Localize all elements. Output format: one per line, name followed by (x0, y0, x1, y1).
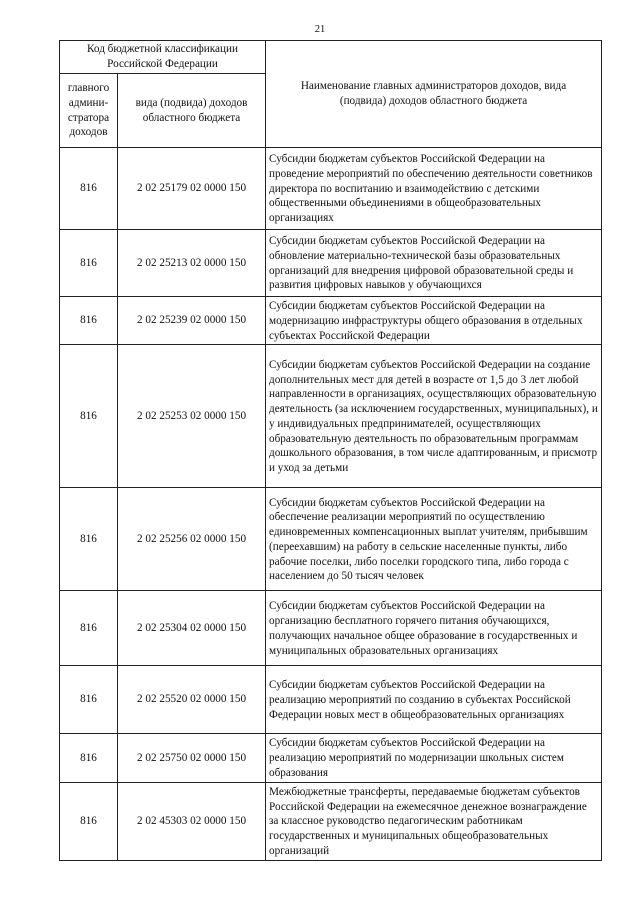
income-name-cell: Межбюджетные трансферты, передаваемые бюджетам субъектов Российской Федерации на ежемесячное денежное вознаграждение за классное руководство педагогическим работникам государственных и муниципальных общеобразовательных организаций (266, 782, 602, 860)
table-row (60, 782, 602, 860)
income-code-cell: 2 02 25239 02 0000 150 (118, 297, 266, 345)
income-name-cell: Субсидии бюджетам субъектов Российской Федерации на проведение мероприятий по обеспечению деятельности советников директора по воспитанию и взаимодействию с детскими общественными объединениями в общеобразовательных организациях (266, 148, 602, 230)
admin-code-cell: 816 (60, 782, 118, 860)
income-code-cell: 2 02 25213 02 0000 150 (118, 230, 266, 297)
income-name-cell: Субсидии бюджетам субъектов Российской Федерации на обеспечение реализации мероприятий по осуществлению единовременных компенсационных выплат учителям, прибывшим (переехавшим) на работу в сельские населенные пункты, либо рабочие поселки, либо поселки городского типа, либо города с населением до 50 тысяч человек (266, 488, 602, 591)
table-row (60, 297, 602, 345)
income-code-cell: 2 02 25179 02 0000 150 (118, 148, 266, 230)
header-group-title: Код бюджетной классификации Российской Федерации (60, 41, 266, 74)
page-number: 21 (314, 24, 326, 35)
income-name-cell: Субсидии бюджетам субъектов Российской Федерации на обновление материально-технической базы образовательных организаций для внедрения цифровой образовательной среды и развития цифровых навыков у обучающихся (266, 230, 602, 297)
table-row (60, 488, 602, 591)
admin-code-cell: 816 (60, 345, 118, 488)
income-code-cell: 2 02 25253 02 0000 150 (118, 345, 266, 488)
income-name-cell: Субсидии бюджетам субъектов Российской Федерации на организацию бесплатного горячего питания обучающихся, получающих начальное общее образование в государственных и муниципальных образовательных организациях (266, 591, 602, 666)
income-name-cell: Субсидии бюджетам субъектов Российской Федерации на создание дополнительных мест для детей в возрасте от 1,5 до 3 лет любой направленности в организациях, осуществляющих образовательную деятельность (за исключением государственных, муниципальных), и у индивидуальных предпринимателей, осуществляющих образовательную деятельность по образовательным программам дошкольного образования, в том числе адаптированным, и присмотр и уход за детьми (266, 345, 602, 488)
admin-code-cell: 816 (60, 488, 118, 591)
header-code-column: вида (подвида) доходов областного бюджета (118, 74, 266, 148)
income-name-cell: Субсидии бюджетам субъектов Российской Федерации на реализацию мероприятий по модернизации школьных систем образования (266, 734, 602, 782)
income-code-cell: 2 02 45303 02 0000 150 (118, 782, 266, 860)
table-row (60, 666, 602, 734)
table-row (60, 734, 602, 782)
admin-code-cell: 816 (60, 230, 118, 297)
header-admin-column: главного админи-стратора доходов (60, 74, 118, 148)
table-row (60, 345, 602, 488)
budget-classification-table (59, 40, 602, 861)
income-code-cell: 2 02 25304 02 0000 150 (118, 591, 266, 666)
admin-code-cell: 816 (60, 734, 118, 782)
admin-code-cell: 816 (60, 591, 118, 666)
admin-code-cell: 816 (60, 666, 118, 734)
income-name-cell: Субсидии бюджетам субъектов Российской Федерации на модернизацию инфраструктуры общего образования в отдельных субъектах Российской Федерации (266, 297, 602, 345)
income-code-cell: 2 02 25750 02 0000 150 (118, 734, 266, 782)
table-row (60, 148, 602, 230)
header-row-1 (60, 41, 602, 74)
income-name-cell: Субсидии бюджетам субъектов Российской Федерации на реализацию мероприятий по созданию в субъектах Российской Федерации новых мест в общеобразовательных организациях (266, 666, 602, 734)
header-name-column: Наименование главных администраторов доходов, вида (подвида) доходов областного бюджета (266, 41, 602, 148)
table-row (60, 591, 602, 666)
admin-code-cell: 816 (60, 297, 118, 345)
income-code-cell: 2 02 25256 02 0000 150 (118, 488, 266, 591)
income-code-cell: 2 02 25520 02 0000 150 (118, 666, 266, 734)
admin-code-cell: 816 (60, 148, 118, 230)
table-row (60, 230, 602, 297)
